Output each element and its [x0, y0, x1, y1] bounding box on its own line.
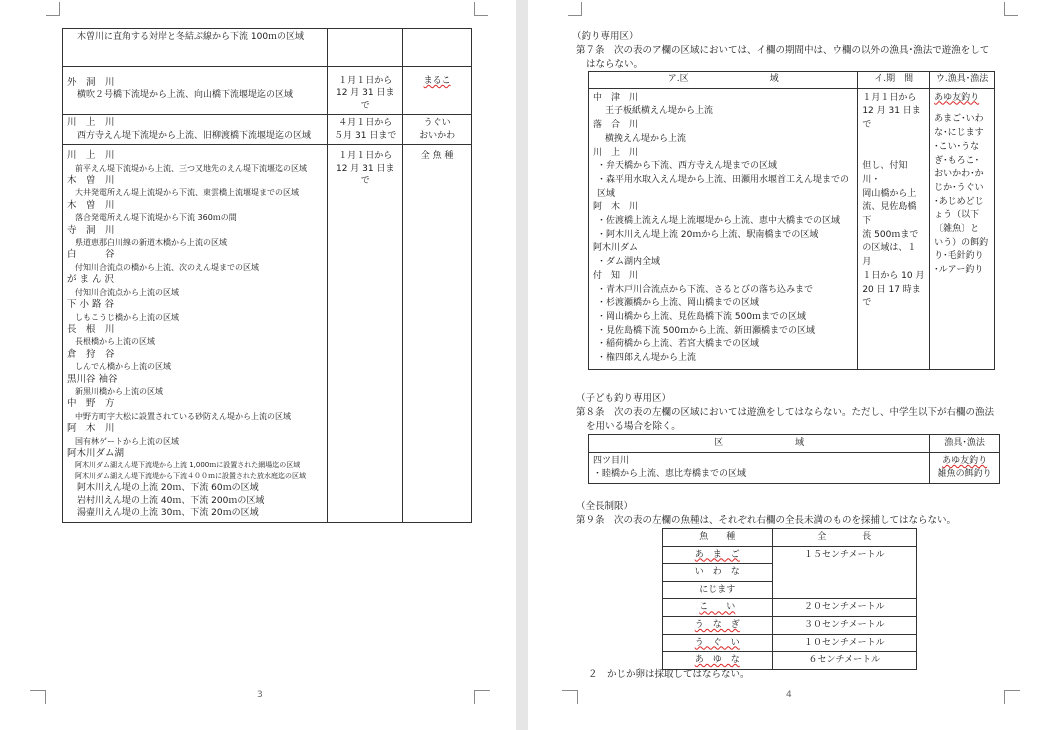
river-name: 寺 洞 川	[67, 224, 115, 236]
gear-line: おいかわ･か	[934, 169, 984, 180]
length-value: １５センチメートル	[803, 549, 885, 560]
section-heading: （子ども釣り専用区）	[576, 393, 672, 404]
section-heading: （釣り専用区）	[572, 31, 639, 42]
area-description: 長根橋から上流の区域	[75, 337, 155, 347]
document-page-4	[528, 0, 1040, 730]
gear-line: あまご･いわ	[934, 114, 984, 125]
area-description: 大井発電所えん堤上流堤から下流、東雲橋上流堰堤までの区域	[75, 188, 299, 198]
article-text: 第９条 次の表の左欄の魚種は、それぞれ右欄の全長未満のものを採捕してはならない。	[576, 515, 957, 526]
river-name: 長 根 川	[67, 323, 115, 335]
length-value: １０センチメートル	[803, 637, 885, 648]
gear-line: り･毛針釣り	[934, 251, 984, 262]
period-line: １月１日から	[338, 151, 393, 162]
column-header: 区 域	[589, 435, 930, 453]
period-cell	[328, 115, 403, 145]
fish-cell	[403, 145, 472, 522]
period-line: 12 月 31 日ま	[862, 106, 921, 117]
area-description: 国有林ゲートから上流の区域	[75, 436, 179, 446]
fish-cell	[403, 115, 472, 145]
fish-species: うぐい	[423, 118, 451, 129]
column-header: イ.期 間	[858, 72, 930, 89]
river-name: 木 曽 川	[67, 175, 115, 187]
period-line: １月１日から	[862, 92, 917, 103]
article-text: 第７条 次の表のア欄の区域においては、イ欄の期間中は、ウ欄の以外の漁具･漁法で遊漁をして	[576, 45, 990, 56]
length-cell	[772, 599, 916, 617]
area-cell	[63, 145, 328, 522]
page-corner-mark	[474, 2, 488, 16]
gear-method: 雑魚の餌釣り	[937, 469, 992, 479]
area-description: 付知川合流点から上流の区域	[75, 287, 179, 297]
area-description: 阿木川ダム湖えん堤下流堤から上流 1,000ｍに設置された網場迄の区域	[75, 461, 301, 470]
area-description: ・稲荷橋から上流、若宮大橋までの区域	[597, 339, 760, 350]
area-cell	[589, 453, 930, 484]
page-corner-mark	[46, 2, 60, 16]
table-row	[663, 616, 917, 634]
period-line: 但し、付知川・	[862, 161, 908, 185]
fish-cell	[663, 634, 773, 652]
river-name: 倉 狩 谷	[67, 348, 115, 360]
fish-species: こ い	[699, 602, 736, 613]
fish-species: あ ゆ な	[694, 655, 740, 666]
table-row	[663, 599, 917, 617]
table-row	[663, 652, 917, 670]
period-cell	[328, 29, 403, 67]
area-description: 王子板紙横えん堤から上流	[605, 106, 714, 117]
length-cell	[772, 634, 916, 652]
period-line: 流 500ｍまで	[862, 229, 919, 240]
length-value: ３０センチメートル	[803, 619, 885, 630]
river-name: 付 知 川	[593, 270, 639, 281]
area-description: 阿木川ダム湖えん堤下流堤から下流４００ｍに設置された放水庭迄の区域	[75, 472, 306, 481]
period-line: 12 月 31 日ま	[335, 88, 395, 99]
river-name: 川 上 川	[67, 117, 115, 129]
article-text: 第８条 次の表の左欄の区域においては遊漁をしてはならない。ただし、中学生以下が右欄の漁法	[576, 407, 995, 418]
area-description: 岩村川えん堤の上流 40ｍ、下流 200ｍの区域	[77, 495, 265, 506]
area-description: 中野方町字大松に設置されている砂防えん堤から上流の区域	[75, 411, 291, 421]
period-cell	[328, 67, 403, 115]
river-name: 外 洞 川	[67, 77, 115, 88]
gear-cell	[930, 88, 995, 369]
table-header-row	[663, 529, 917, 547]
period-line: で	[862, 120, 872, 131]
gear-lines	[934, 92, 990, 278]
fish-cell	[663, 652, 773, 670]
period-line: 12 月 31 日ま	[335, 163, 395, 174]
length-value: ２０センチメートル	[803, 602, 885, 613]
area-description: ・弁天橋から下流、西方寺えん堤までの区域	[597, 161, 778, 172]
period-line: で	[862, 298, 872, 309]
table-header-row	[589, 435, 1000, 453]
table-row	[589, 88, 995, 369]
table-row	[663, 546, 917, 564]
children-fishing-area-table	[588, 434, 1000, 484]
area-description: 湯壷川えん堤の上流 30ｍ、下流 20ｍの区域	[77, 508, 259, 519]
fish-cell	[663, 564, 773, 582]
area-description: ・権四郎えん堤から上流	[597, 353, 697, 364]
column-header: 漁具･漁法	[930, 435, 1000, 453]
area-cell	[589, 88, 858, 369]
period-line	[862, 133, 925, 147]
length-cell	[772, 616, 916, 634]
period-line	[862, 147, 925, 161]
area-description: 新黒川橋から上流の区域	[75, 386, 163, 396]
river-name: 阿木川ダム	[593, 243, 639, 254]
table-row	[589, 453, 1000, 484]
river-name: 中 野 方	[67, 398, 115, 410]
river-name: 阿 木 川	[67, 423, 115, 435]
period-line: ５月 31 日まで	[334, 130, 397, 141]
river-name: 阿木川ダム湖	[67, 447, 125, 459]
article-text: ２ かじか卵は採取してはならない。	[588, 669, 750, 680]
gear-line: 〔雑魚〕と	[934, 224, 980, 235]
river-name: 木 曽 川	[67, 199, 115, 211]
area-description: 付知川合流点の橋から上流、次のえん堤までの区域	[75, 262, 259, 272]
fish-cell	[663, 616, 773, 634]
area-entry-list	[67, 150, 323, 448]
area-description: しもこうじ橋から上流の区域	[75, 312, 179, 322]
fish-cell	[663, 546, 773, 564]
closed-area-table	[62, 28, 472, 523]
page-corner-mark	[474, 690, 490, 704]
area-description: ・睦橋から上流、恵比寿橋までの区域	[593, 469, 747, 479]
length-cell	[772, 652, 916, 670]
gear-line: な･にじます	[934, 128, 984, 139]
gear-line: ぎ･もろこ･	[934, 155, 980, 166]
table-row	[63, 115, 472, 145]
table-row	[63, 29, 472, 67]
area-description: 落合発電所えん堤下流堤から下流 360ｍの間	[75, 213, 237, 223]
area-cell	[63, 67, 328, 115]
fish-cell	[403, 67, 472, 115]
length-value: ６センチメートル	[808, 655, 881, 666]
page-corner-mark	[1004, 690, 1020, 704]
fishing-only-area-table	[588, 71, 995, 370]
table-header-row	[589, 72, 995, 89]
period-cell	[858, 88, 930, 369]
area-description: 県道恵那白川線の新道木橋から上流の区域	[75, 238, 227, 248]
gear-line: ･あじめどじ	[934, 196, 984, 207]
area-description: ・阿木川えん堤上流 20ｍから上流、駅南橋までの区域	[597, 229, 819, 240]
article-text: を用いる場合を除く。	[586, 421, 681, 432]
fish-species: う ぐ い	[694, 637, 740, 648]
minimum-length-table	[662, 528, 917, 670]
river-name: 川 上 川	[67, 150, 115, 162]
area-description: ・森平用水取入えん堤から上流、田瀬用水堰首工えん堤までの区域	[597, 174, 850, 199]
fish-species: にじます	[699, 584, 736, 595]
period-line: 流、見佐島橋下	[862, 202, 917, 226]
gear-cell	[930, 453, 1000, 484]
river-name: 黒川谷 袖谷	[67, 373, 118, 385]
river-name: 阿 木 川	[593, 202, 639, 213]
page-corner-mark	[30, 690, 46, 704]
period-cell	[328, 145, 403, 522]
length-cell	[772, 546, 916, 599]
river-name: が ま ん 沢	[67, 274, 115, 286]
fish-species: 全 魚 種	[420, 151, 454, 162]
fish-cell	[403, 29, 472, 67]
fish-species: まるこ	[423, 76, 451, 86]
area-description: 西方寺えん堤下流堤から上流、旧柳渡橋下流堰堤迄の区域	[77, 130, 312, 141]
gear-method: あゆ友釣り	[942, 456, 988, 466]
table-row	[663, 634, 917, 652]
section-heading: （全長制限）	[576, 501, 634, 512]
period-line: の区域は、１月	[862, 243, 917, 268]
river-name: 白 谷	[67, 249, 115, 261]
gear-line	[934, 105, 990, 113]
area-description: しんでん橋から上流の区域	[75, 362, 171, 372]
area-description: ・青木戸川合流点から下流、さるとびの落ち込みまで	[597, 284, 814, 295]
column-header: ウ.漁具･漁法	[930, 72, 995, 89]
page-corner-mark	[562, 690, 578, 704]
page-corner-mark	[568, 2, 582, 16]
page-number: 3	[257, 690, 263, 700]
gear-line: ･こい･うな	[934, 141, 980, 152]
area-description: 阿木川えん堤の上流 20ｍ、下流 60ｍの区域	[77, 483, 259, 494]
area-entry-list	[593, 92, 853, 366]
column-header: 魚 種	[663, 529, 773, 547]
area-description: ・佐渡橋上流えん堤上流堰堤から上流、恵中大橋までの区域	[597, 216, 841, 227]
period-lines	[862, 92, 925, 311]
period-line: ４月１日から	[338, 118, 393, 129]
gear-line: ょう（以下	[934, 210, 980, 221]
period-line: １月１日から	[338, 76, 393, 86]
river-name: 中 津 川	[593, 92, 639, 103]
article-text: はならない。	[586, 59, 644, 70]
fish-species: おいかわ	[419, 130, 456, 141]
period-line: 20 日 17 時ま	[862, 284, 921, 295]
area-description: ・見佐島橋下流 500ｍから上流、新田瀬橋までの区域	[597, 325, 816, 336]
area-cell	[63, 29, 328, 67]
area-cell	[63, 115, 328, 145]
fish-cell	[663, 581, 773, 599]
area-description: ・ダム湖内全域	[597, 257, 661, 268]
fish-species: う な ぎ	[694, 619, 740, 630]
gear-line: あゆ友釣り	[934, 92, 980, 103]
area-description: ・岡山橋から上流、見佐島橋下流 500ｍまでの区域	[597, 311, 807, 322]
fish-cell	[663, 599, 773, 617]
fish-species: い わ な	[694, 567, 740, 578]
period-line: １日から 10 月	[862, 270, 925, 281]
column-header: ア.区 域	[589, 72, 858, 89]
gear-line: いう）の餌釣	[934, 237, 989, 248]
river-name: 落 合 川	[593, 120, 639, 131]
period-line: 岡山橋から上	[862, 188, 917, 199]
river-name: 四ツ目川	[593, 456, 630, 466]
area-description: 前平えん堤下流堤から上流、三つ又地先のえん堤下流堰迄の区域	[75, 163, 307, 173]
period-line: で	[360, 100, 370, 111]
table-row	[63, 67, 472, 115]
area-description: 木曽川に直角する対岸と冬結ぶ線から下流 100ｍの区域	[77, 32, 305, 42]
document-page-3	[0, 0, 516, 730]
gear-line: ･ルアー釣り	[934, 265, 984, 276]
page-number: 4	[786, 690, 792, 700]
period-line: で	[360, 176, 370, 187]
river-name: 下 小 路 谷	[67, 299, 115, 311]
area-description: 横挽えん堤から上流	[605, 133, 687, 144]
gear-line: じか･うぐい	[934, 182, 984, 193]
column-header: 全 長	[772, 529, 916, 547]
page-corner-mark	[1004, 2, 1018, 16]
river-name: 川 上 川	[593, 147, 639, 158]
fish-species: あ ま ご	[694, 549, 740, 560]
area-description: 横吹２号橋下流堤から上流、向山橋下流堰堤迄の区域	[77, 90, 294, 101]
table-row	[63, 145, 472, 522]
area-description: ・杉渡瀬橋から上流、岡山橋までの区域	[597, 298, 760, 309]
